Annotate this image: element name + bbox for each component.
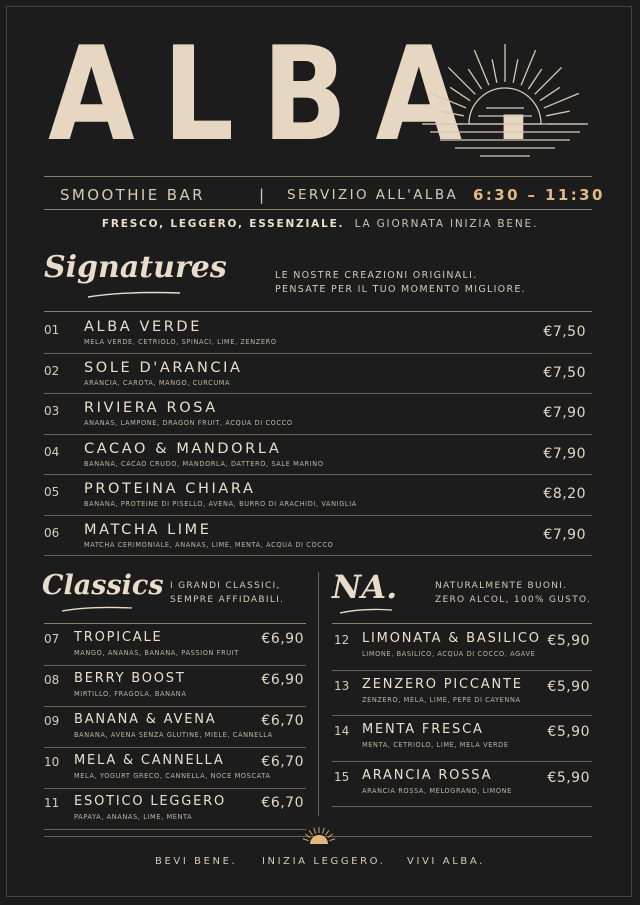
signature-menu-item bbox=[44, 435, 592, 476]
item-number: 03 bbox=[44, 404, 60, 418]
item-price: €6,90 bbox=[261, 672, 304, 688]
item-ingredients: MATCHA CERIMONIALE, ANANAS, LIME, MENTA, ACQUA DI COCCO bbox=[84, 540, 334, 549]
item-price: €7,90 bbox=[543, 405, 586, 421]
item-name: MENTA FRESCA bbox=[362, 722, 484, 737]
classics-rule bbox=[44, 623, 306, 624]
signatures-desc-line: PENSATE PER IL TUO MOMENTO MIGLIORE. bbox=[275, 284, 526, 295]
na-menu-item bbox=[332, 671, 592, 717]
footer-slogans bbox=[0, 856, 640, 870]
motto-rest: LA GIORNATA INIZIA BENE. bbox=[354, 218, 539, 230]
item-number: 09 bbox=[44, 714, 60, 728]
item-number: 05 bbox=[44, 485, 60, 499]
item-price: €6,90 bbox=[261, 631, 304, 647]
item-name: ARANCIA ROSSA bbox=[362, 767, 493, 783]
classic-menu-item bbox=[44, 625, 306, 666]
classic-menu-item bbox=[44, 666, 306, 707]
item-number: 12 bbox=[334, 633, 350, 647]
item-price: €7,90 bbox=[543, 526, 586, 543]
na-menu-item bbox=[332, 625, 592, 671]
item-ingredients: MENTA, CETRIOLO, LIME, MELA VERDE bbox=[362, 741, 509, 749]
signature-menu-item bbox=[44, 475, 592, 516]
na-menu-item bbox=[332, 716, 592, 762]
signature-menu-item bbox=[44, 313, 592, 354]
na-menu-item bbox=[332, 762, 592, 808]
item-name: BERRY BOOST bbox=[74, 671, 186, 686]
item-name: RIVIERA ROSA bbox=[84, 400, 218, 416]
tagline-separator: | bbox=[259, 186, 267, 204]
item-price: €7,90 bbox=[543, 445, 586, 462]
tagline-hours: 6:30 – 11:30 bbox=[473, 186, 605, 204]
item-number: 10 bbox=[44, 755, 60, 769]
item-ingredients: MELA VERDE, CETRIOLO, SPINACI, LIME, ZENZERO bbox=[84, 338, 277, 346]
footer-slogan: VIVI ALBA. bbox=[407, 856, 485, 867]
brand-logo: ALBA. bbox=[48, 19, 563, 171]
item-ingredients: ZENZERO, MELA, LIME, PEPE DI CAYENNA bbox=[362, 695, 521, 704]
item-name: SOLE D'ARANCIA bbox=[84, 359, 243, 376]
signatures-underline bbox=[86, 290, 182, 300]
item-ingredients: ARANCIA ROSSA, MELOGRANO, LIMONE bbox=[362, 786, 512, 795]
signatures-rule bbox=[44, 311, 592, 312]
tagline-bar: SMOOTHIE BAR bbox=[60, 186, 205, 204]
sunrise-icon bbox=[420, 36, 590, 166]
item-ingredients: BANANA, CACAO CRUDO, MANDORLA, DATTERO, SALE MARINO bbox=[84, 459, 324, 468]
top-rule bbox=[44, 176, 592, 177]
motto bbox=[0, 218, 640, 230]
classics-desc-line: I GRANDI CLASSICI, bbox=[170, 581, 281, 591]
na-description bbox=[435, 579, 591, 607]
item-price: €6,70 bbox=[261, 713, 304, 729]
classics-underline bbox=[60, 605, 134, 615]
item-ingredients: ANANAS, LAMPONE, DRAGON FRUIT, ACQUA DI COCCO bbox=[84, 419, 293, 427]
column-divider bbox=[318, 572, 319, 816]
tagline-rule bbox=[44, 209, 592, 210]
item-number: 15 bbox=[334, 769, 350, 784]
tagline bbox=[44, 186, 605, 206]
signature-menu-item bbox=[44, 354, 592, 395]
na-desc-line: ZERO ALCOL, 100% GUSTO. bbox=[435, 595, 592, 605]
signatures-desc-line: LE NOSTRE CREAZIONI ORIGINALI. bbox=[275, 270, 478, 281]
item-number: 04 bbox=[44, 444, 60, 459]
item-name: ALBA VERDE bbox=[84, 319, 202, 335]
item-ingredients: PAPAYA, ANANAS, LIME, MENTA bbox=[74, 813, 193, 821]
item-number: 08 bbox=[44, 673, 60, 687]
item-number: 07 bbox=[44, 632, 60, 646]
item-number: 13 bbox=[334, 678, 350, 693]
item-price: €5,90 bbox=[547, 724, 590, 740]
tagline-service: SERVIZIO ALL'ALBA bbox=[287, 187, 459, 203]
classics-description bbox=[170, 579, 284, 607]
item-name: CACAO & MANDORLA bbox=[84, 440, 282, 457]
classic-menu-item bbox=[44, 707, 306, 748]
item-number: 14 bbox=[334, 724, 350, 738]
signatures-title: Signatures bbox=[44, 250, 227, 285]
classics-title: Classics bbox=[42, 570, 164, 601]
na-rule bbox=[332, 623, 592, 624]
item-ingredients: BANANA, PROTEINE DI PISELLO, AVENA, BURRO DI ARACHIDI, VANIGLIA bbox=[84, 500, 357, 508]
signature-menu-item bbox=[44, 516, 592, 557]
item-price: €7,50 bbox=[543, 364, 586, 381]
item-price: €8,20 bbox=[543, 486, 586, 502]
item-ingredients: ARANCIA, CAROTA, MANGO, CURCUMA bbox=[84, 378, 231, 387]
signature-menu-item bbox=[44, 394, 592, 435]
item-price: €5,90 bbox=[547, 678, 590, 695]
item-name: ZENZERO PICCANTE bbox=[362, 676, 523, 692]
item-ingredients: BANANA, AVENA SENZA GLUTINE, MIELE, CANNELLA bbox=[74, 731, 273, 739]
na-desc-line: NATURALMENTE BUONI. bbox=[435, 581, 568, 591]
na-underline bbox=[338, 607, 394, 617]
item-name: MELA & CANNELLA bbox=[74, 753, 225, 768]
footer-slogan: INIZIA LEGGERO. bbox=[262, 856, 386, 867]
item-name: LIMONATA & BASILICO bbox=[362, 631, 541, 646]
item-ingredients: LIMONE, BASILICO, ACQUA DI COCCO, AGAVE bbox=[362, 650, 536, 658]
item-ingredients: MANGO, ANANAS, BANANA, PASSION FRUIT bbox=[74, 649, 239, 657]
item-name: TROPICALE bbox=[74, 630, 163, 645]
item-ingredients: MIRTILLO, FRAGOLA, BANANA bbox=[74, 690, 187, 698]
na-title: NA. bbox=[332, 568, 398, 606]
item-number: 01 bbox=[44, 323, 60, 337]
item-name: ESOTICO LEGGERO bbox=[74, 794, 226, 809]
item-name: PROTEINA CHIARA bbox=[84, 481, 256, 497]
signatures-description bbox=[275, 269, 526, 297]
item-number: 11 bbox=[44, 796, 60, 810]
item-number: 02 bbox=[44, 363, 60, 378]
item-name: BANANA & AVENA bbox=[74, 712, 217, 727]
classic-menu-item bbox=[44, 789, 306, 830]
classics-desc-line: SEMPRE AFFIDABILI. bbox=[170, 595, 285, 605]
classic-menu-item bbox=[44, 748, 306, 789]
item-price: €7,50 bbox=[543, 324, 586, 340]
item-ingredients: MELA, YOGURT GRECO, CANNELLA, NOCE MOSCATA bbox=[74, 772, 271, 780]
item-name: MATCHA LIME bbox=[84, 521, 212, 538]
motto-bold: FRESCO, LEGGERO, ESSENZIALE. bbox=[101, 218, 345, 230]
footer-slogan: BEVI BENE. bbox=[155, 856, 238, 867]
item-price: €5,90 bbox=[547, 769, 590, 786]
item-price: €6,70 bbox=[261, 754, 304, 770]
small-sun-icon bbox=[299, 822, 339, 846]
item-price: €6,70 bbox=[261, 795, 304, 811]
item-price: €5,90 bbox=[547, 633, 590, 649]
item-number: 06 bbox=[44, 525, 60, 540]
